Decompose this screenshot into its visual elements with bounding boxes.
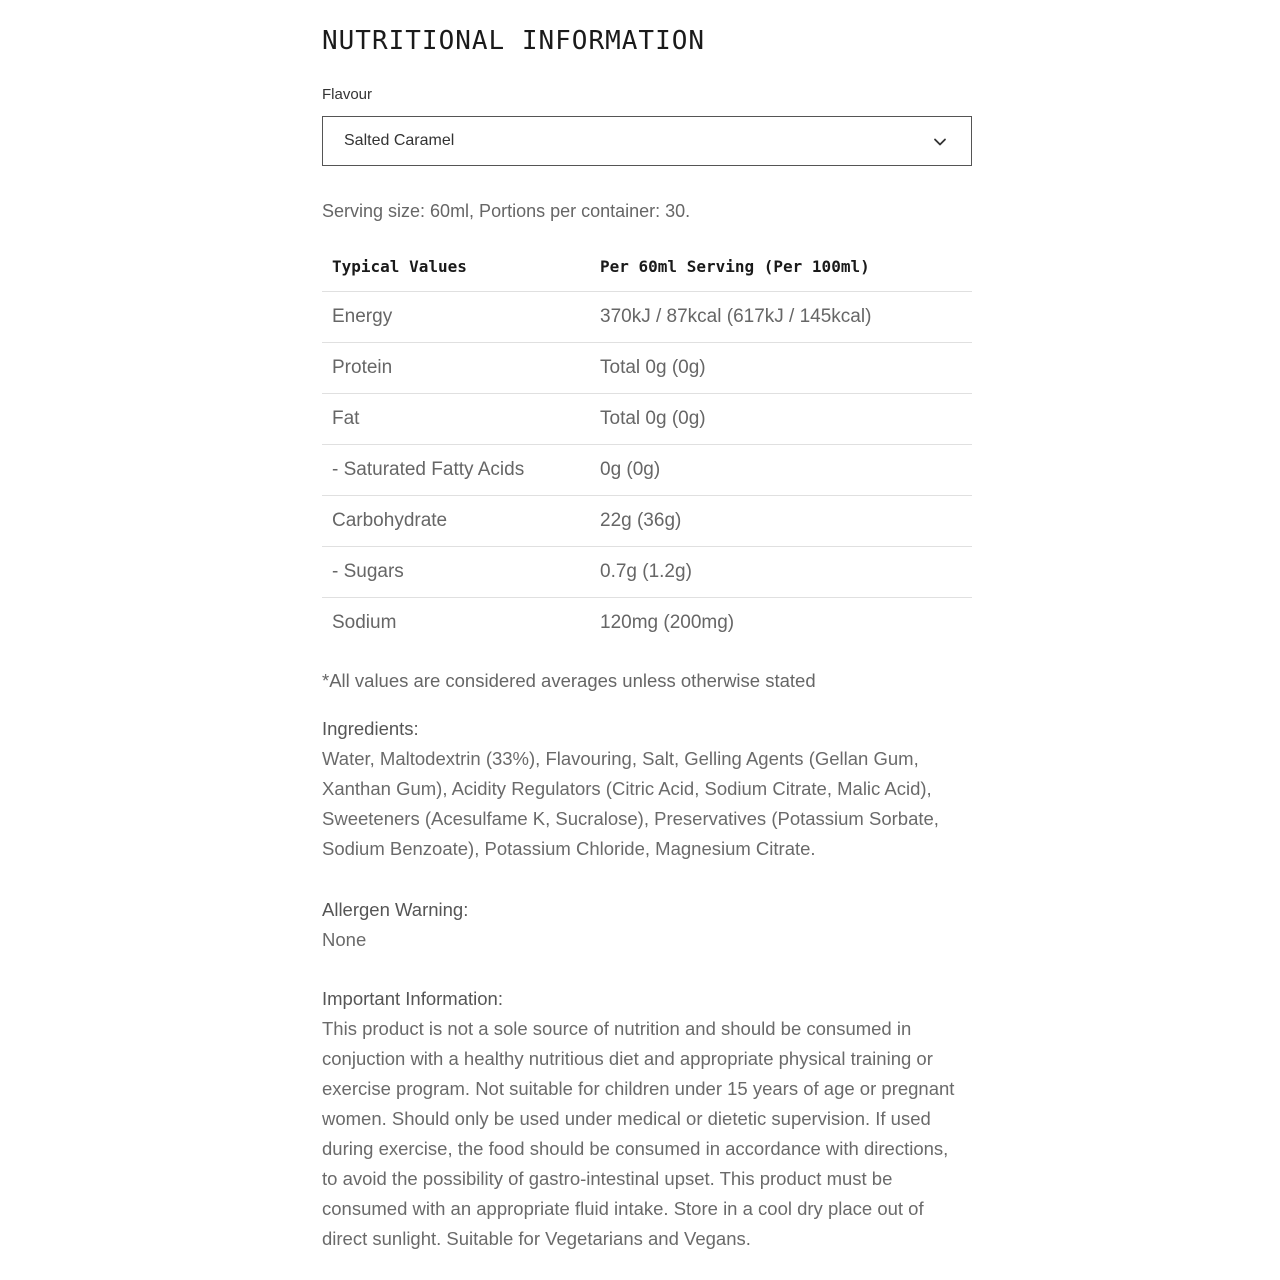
column-header: Typical Values (332, 257, 467, 276)
important-info-line: conjuction with a healthy nutritious diet and appropriate physical training or (322, 1048, 933, 1069)
important-info-line: exercise program. Not suitable for children under 15 years of age or pregnant (322, 1078, 955, 1099)
ingredients-heading: Ingredients: (322, 718, 419, 739)
nutrient-name: Protein (332, 357, 393, 378)
table-row (322, 496, 972, 547)
important-info-section (322, 984, 972, 1254)
nutrient-value: 0g (0g) (600, 459, 661, 480)
averages-footnote: *All values are considered averages unless otherwise stated (322, 670, 816, 691)
important-info-line: direct sunlight. Suitable for Vegetarians and Vegans. (322, 1228, 751, 1249)
nutrient-value: Total 0g (0g) (600, 408, 706, 429)
flavour-label: Flavour (322, 86, 373, 103)
table-row (322, 547, 972, 598)
nutrient-name: Energy (332, 306, 393, 327)
nutrient-value: 22g (36g) (600, 510, 682, 531)
table-row (322, 394, 972, 445)
page-title: NUTRITIONAL INFORMATION (322, 26, 706, 56)
important-info-heading: Important Information: (322, 988, 503, 1009)
allergen-section (322, 895, 972, 955)
nutrient-name: Sodium (332, 612, 397, 633)
nutrient-value: 120mg (200mg) (600, 612, 735, 633)
nutrient-name: - Sugars (332, 561, 404, 582)
ingredients-line: Sodium Benzoate), Potassium Chloride, Magnesium Citrate. (322, 838, 816, 859)
table-row (322, 292, 972, 343)
table-row (322, 598, 972, 648)
allergen-heading: Allergen Warning: (322, 899, 469, 920)
nutrient-name: Carbohydrate (332, 510, 448, 531)
table-row (322, 445, 972, 496)
table-header-row (322, 241, 972, 292)
serving-info: Serving size: 60ml, Portions per container: 30. (322, 201, 691, 221)
ingredients-line: Xanthan Gum), Acidity Regulators (Citric Acid, Sodium Citrate, Malic Acid), (322, 778, 932, 799)
chevron-down-icon (933, 135, 947, 149)
table-row (322, 343, 972, 394)
nutrient-value: 0.7g (1.2g) (600, 561, 692, 582)
ingredients-text (322, 744, 972, 864)
nutrient-value: 370kJ / 87kcal (617kJ / 145kcal) (600, 306, 872, 327)
ingredients-line: Sweeteners (Acesulfame K, Sucralose), Preservatives (Potassium Sorbate, (322, 808, 939, 829)
nutrient-value: Total 0g (0g) (600, 357, 706, 378)
important-info-line: consumed with an appropriate fluid intake. Store in a cool dry place out of (322, 1198, 924, 1219)
nutrient-name: Fat (332, 408, 360, 429)
nutrition-table (322, 241, 972, 648)
column-header: Per 60ml Serving (Per 100ml) (600, 257, 870, 276)
flavour-selected-value: Salted Caramel (344, 132, 455, 149)
flavour-select[interactable] (322, 116, 972, 166)
important-info-line: during exercise, the food should be consumed in accordance with directions, (322, 1138, 949, 1159)
important-info-line: to avoid the possibility of gastro-intestinal upset. This product must be (322, 1168, 893, 1189)
ingredients-line: Water, Maltodextrin (33%), Flavouring, Salt, Gelling Agents (Gellan Gum, (322, 748, 919, 769)
allergen-text: None (322, 929, 367, 950)
important-info-line: This product is not a sole source of nutrition and should be consumed in (322, 1018, 912, 1039)
important-info-text (322, 1014, 972, 1254)
nutrient-name: - Saturated Fatty Acids (332, 459, 525, 480)
important-info-line: women. Should only be used under medical or dietetic supervision. If used (322, 1108, 931, 1129)
ingredients-section (322, 714, 972, 864)
